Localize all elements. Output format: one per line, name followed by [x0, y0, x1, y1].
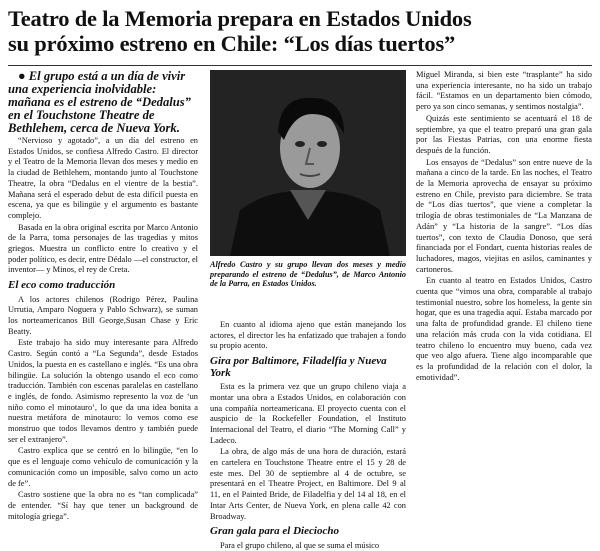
body-paragraph: Miguel Miranda, si bien este “trasplante” ha sido una experiencia interesante, no ha sido un trabajo fácil. “Estamos en un departamento bien cómodo, pero ya son cinco semanas, y sentimos nostalgia”.: [416, 70, 592, 112]
portrait-photo: [210, 70, 406, 256]
body-paragraph: Esta es la primera vez que un grupo chileno viaja a montar una obra a Estados Unidos, en colaboración con una compañía norteamericana. El proyecto cuenta con el auspicio de la Rockefeller Foundation, el Instituto Internacional del Teatro, el diario “The Morning Call” y Ladeco.: [210, 382, 406, 445]
body-paragraph: Este trabajo ha sido muy interesante para Alfredo Castro. Según contó a “La Segunda”, desde Estados Unidos, la puesta en es castellano e inglés. “Es una obra bilingüe. La solución la obtengo usando el eco como traducción. También con escenas paralelas en castellano e inglés, de fondo. Asimismo represento la voz de ‘un niño como el minotauro’, lo que da una idea bonita a nuestra metáfora de minotauro: lo vemos como ese monstruo que todos llevamos dentro y también puede ser el extranjero”.: [8, 338, 198, 444]
body-paragraph: La obra, de algo más de una hora de duración, estará en cartelera en Touchstone Theatre entre el 15 y 28 de este mes. Del 30 de septiembre al 4 de octubre, se presentará en el Theatre Project, en Baltimore. Del 9 al 11, en el Painted Bride, de Filadelfia y del 14 al 18, en el Intar Arts Center, de Nueva York, en plena calle 42 con Broadway.: [210, 447, 406, 521]
headline: [8, 6, 592, 56]
body-paragraph: Quizás este sentimiento se acentuará el 18 de septiembre, ya que el teatro preparó una gran gala por las Fiestas Patrias, con una enorme fiesta después de la función.: [416, 113, 592, 155]
portrait-illustration: [210, 70, 406, 256]
bullet-icon: ●: [18, 69, 26, 83]
body-paragraph: En cuanto al idioma ajeno que están manejando los actores, el director les ha enfatizado que trabajen a fondo su propio acento.: [210, 320, 406, 351]
headline-line-2: su próximo estreno en Chile: “Los días tuertos”: [8, 31, 456, 56]
subheading: Gira por Baltimore, Filadelfia y Nueva York: [210, 355, 387, 379]
body-paragraph: Castro sostiene que la obra no es “tan complicada” de entender. “Sí hay que tener un background de mitología griega”.: [8, 490, 198, 521]
newspaper-clipping: [8, 6, 592, 550]
body-paragraph: “Nervioso y agotado”, a un día del estreno en Estados Unidos, se confiesa Alfredo Castro. El director y el Teatro de la Memoria llevan dos meses y medio en la ciudad de Bethlehem, montando junto al Touchstone Theatre, la obra “Dedalus en el vientre de la bestia”. Mañana será el esperado debut de esta difícil puesta en escena, ya que es bilingüe y el argumento es bastante complejo.: [8, 136, 198, 220]
headline-rule: [8, 65, 592, 66]
body-paragraph: Basada en la obra original escrita por Marco Antonio de la Parra, toma personajes de las tragedias y mitos griegos. Muestra un conflicto entre lo creativo y el poder político, es decir, entre Dédalo —el constructor, el inventor— y Minos, el rey de Creta.: [8, 222, 198, 275]
column-1: [8, 70, 198, 522]
body-paragraph: Para el grupo chileno, al que se suma el músico: [220, 540, 380, 550]
headline-line-1: Teatro de la Memoria prepara en Estados Unidos: [8, 6, 472, 31]
body-paragraph: Los ensayos de “Dedalus” son entre nueve de la mañana a cinco de la tarde. En las noches, el Teatro de la Memoria aprovecha de ensayar su próximo estreno en Chile, previsto para diciembre. Se trata de “Los días tuertos”, que viene a completar la trilogía de obras testimoniales de “La Manzana de Adán” y “La historia de la sangre”. “Los días tuertos”, con texto de Claudia Donoso, que será financiada por el Fondart, cuenta historias reales de luchadores, magos, viejitas en asilos, caminantes y cartoneros.: [416, 157, 592, 274]
body-paragraph: Castro explica que se centró en lo bilingüe, “en lo que es el lenguaje como vehículo de comunicación y la comunicación como un imposible, salvo como un acto de fe”.: [8, 446, 198, 488]
subheading: El eco como traducción: [8, 279, 116, 292]
subheading: Gran gala para el Dieciocho: [210, 525, 339, 538]
photo-caption: Alfredo Castro y su grupo llevan dos meses y medio preparando el estreno de “Dedalus”, de Marco Antonio de la Parra, en Estados Unidos.: [210, 260, 406, 289]
column-2: [210, 320, 406, 551]
lead-paragraph: [8, 70, 198, 135]
body-paragraph: A los actores chilenos (Rodrigo Pérez, Paulina Urrutia, Amparo Noguera y Pablo Schwarz), se suman los norteamericanos Bill George,Susan Chase y Eric Beatty.: [8, 294, 198, 336]
column-3: [416, 70, 592, 383]
lead-text: El grupo está a un día de vivir una experiencia inolvidable: mañana es el estreno de “Dedalus” en el Touchstone Theatre de Bethlehem, cerca de Nueva York.: [8, 69, 191, 135]
body-paragraph: En cuanto al teatro en Estados Unidos, Castro cuenta que “vimos una obra, comparable al trabajo testimonial nuestro, sobre los homeless, la gente sin hogar, que es una tragedia aquí. Estaba marcado por una falta de profundidad grande. El chileno tiene una relación más cruda con la vida cotidiana. El teatro chileno lo encuentro muy bueno, cada vez que veo algo afuera. Tiene algo incomparable que es la profundidad de la relación con el dolor, la emotividad”.: [416, 276, 592, 382]
